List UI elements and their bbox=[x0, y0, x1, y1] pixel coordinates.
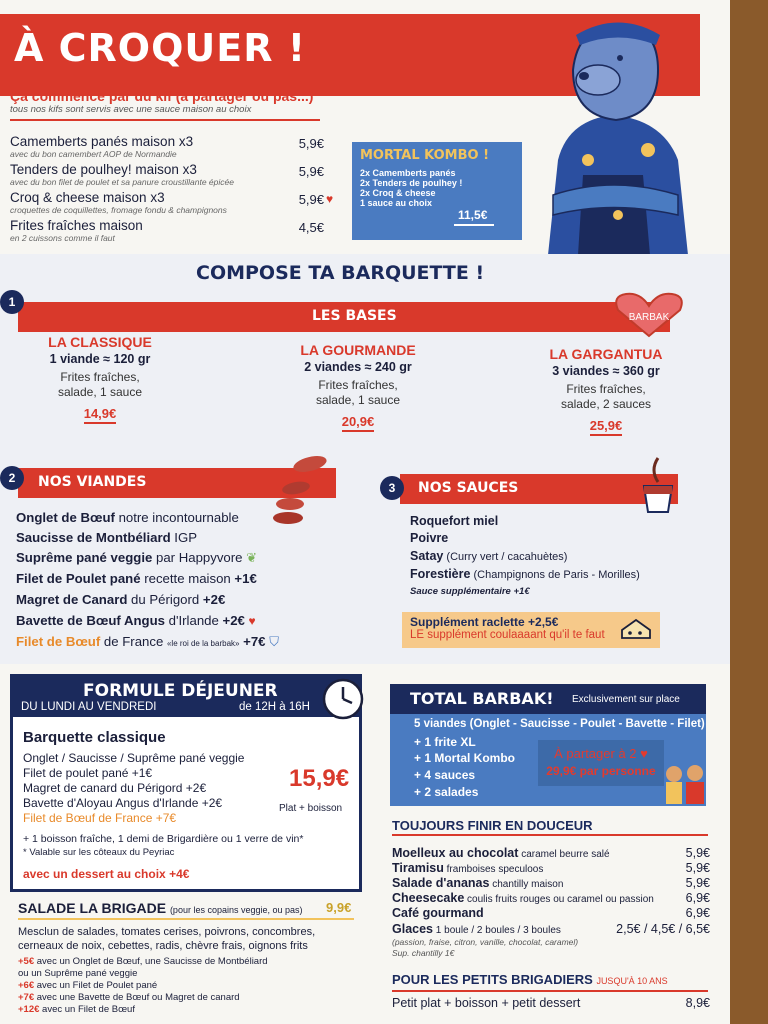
extra-price: +5€ bbox=[18, 956, 35, 967]
formule-subtitle: Barquette classique bbox=[23, 729, 166, 746]
menu-item bbox=[10, 134, 340, 159]
base-price: 14,9€ bbox=[84, 406, 117, 424]
step-1-badge: 1 bbox=[0, 290, 24, 314]
total-line: + 4 sauces bbox=[414, 768, 476, 782]
menu-item bbox=[10, 190, 340, 215]
item-name: Tenders de poulhey! maison x3 bbox=[10, 162, 197, 177]
viande-name: Saucisse de Montbéliard bbox=[16, 530, 171, 545]
sauce-detail: (Champignons de Paris - Morilles) bbox=[470, 569, 640, 581]
item-price: 4,5€ bbox=[298, 220, 324, 235]
item-price: 5,9€ bbox=[298, 192, 324, 207]
sauce-name: Poivre bbox=[410, 531, 449, 545]
formule-line: Magret de canard du Périgord +2€ bbox=[23, 781, 207, 795]
sauce-name: Roquefort miel bbox=[410, 514, 499, 528]
extra-price: +7€ bbox=[18, 992, 35, 1003]
dessert-item bbox=[392, 922, 710, 936]
clock-icon bbox=[321, 677, 365, 721]
viande-detail: du Périgord bbox=[127, 592, 203, 607]
item-name: Camemberts panés maison x3 bbox=[10, 134, 194, 149]
glace-note: (passion, fraise, citron, vanille, chocolat, caramel) bbox=[392, 937, 579, 947]
extra-price: +12€ bbox=[18, 1004, 40, 1015]
menu-item bbox=[10, 162, 340, 187]
formule-price: 15,9€ bbox=[289, 765, 350, 792]
heart-icon: ♥ bbox=[326, 192, 334, 206]
dessert-name: Tiramisu bbox=[392, 861, 444, 875]
petits-item bbox=[392, 996, 710, 1010]
compose-title: COMPOSE TA BARQUETTE ! bbox=[196, 262, 485, 284]
dessert-detail: coulis fruits rouges ou caramel ou passion bbox=[464, 894, 654, 905]
sauce-detail: (Curry vert / cacahuètes) bbox=[443, 551, 568, 563]
formule-line: Bavette d'Aloyau Angus d'Irlande +2€ bbox=[23, 796, 223, 810]
viande-item bbox=[16, 571, 257, 586]
salade-extra bbox=[18, 980, 157, 991]
dessert-price: 5,9€ bbox=[685, 861, 710, 875]
viande-item bbox=[16, 592, 225, 607]
formule-drink: + 1 boisson fraîche, 1 demi de Brigardière ou 1 verre de vin* bbox=[23, 833, 304, 845]
kombo-price: 11,5€ bbox=[458, 208, 488, 222]
salade-extra bbox=[18, 956, 268, 967]
extra-price: +6€ bbox=[18, 980, 35, 991]
petits-age: JUSQU'À 10 ANS bbox=[596, 976, 668, 986]
dessert-price: 5,9€ bbox=[685, 876, 710, 890]
kombo-line: 2x Tenders de poulhey ! bbox=[360, 178, 463, 188]
total-barbak-box bbox=[390, 684, 706, 806]
base-qty: 3 viandes ≈ 360 gr bbox=[552, 364, 660, 378]
sauce-supplement: Sauce supplémentaire +1€ bbox=[410, 586, 530, 597]
formule-valable: * Valable sur les côteaux du Peyriac bbox=[23, 847, 175, 858]
item-desc: en 2 cuissons comme il faut bbox=[10, 233, 115, 243]
dessert-item bbox=[392, 906, 710, 920]
cheese-icon bbox=[620, 618, 652, 642]
salade-price: 9,9€ bbox=[326, 900, 352, 915]
viande-item bbox=[16, 510, 239, 525]
formule-title: FORMULE DÉJEUNER bbox=[83, 681, 278, 701]
viande-extra: +7€ bbox=[243, 634, 266, 649]
formule-dessert: avec un dessert au choix +4€ bbox=[23, 867, 190, 881]
viande-item bbox=[16, 634, 279, 650]
base-gargantua bbox=[526, 346, 686, 436]
viande-name: Magret de Canard bbox=[16, 592, 128, 607]
barbak-badge-text: BARBAK bbox=[628, 312, 670, 323]
formule-line: Onglet / Saucisse / Suprême pané veggie bbox=[23, 751, 245, 765]
dessert-detail: caramel beurre salé bbox=[518, 849, 610, 860]
total-title: TOTAL BARBAK! bbox=[410, 689, 554, 708]
viande-note: «le roi de la barbak» bbox=[166, 639, 240, 648]
viande-name: Suprême pané veggie bbox=[16, 550, 153, 565]
glace-note: Sup. chantilly 1€ bbox=[392, 948, 455, 958]
sauce-item bbox=[410, 531, 448, 545]
salade-extra bbox=[18, 1004, 135, 1015]
petits-price: 8,9€ bbox=[685, 996, 710, 1010]
base-classique bbox=[20, 334, 180, 424]
extra-text: avec une Bavette de Bœuf ou Magret de canard bbox=[34, 992, 240, 1003]
viande-extra: +2€ bbox=[202, 592, 226, 607]
viande-name: Bavette de Bœuf Angus bbox=[16, 613, 165, 628]
viande-extra: +1€ bbox=[234, 571, 257, 586]
dessert-name: Glaces bbox=[392, 922, 434, 936]
viande-detail: recette maison bbox=[140, 571, 235, 586]
kombo-line: 1 sauce au choix bbox=[360, 198, 433, 208]
raclette-sub: LE supplément coulaaaant qu'il te faut bbox=[410, 629, 605, 641]
sauces-label: NOS SAUCES bbox=[418, 480, 519, 496]
base-desc: Frites fraîches, bbox=[60, 370, 140, 384]
base-desc: Frites fraîches, bbox=[566, 382, 646, 396]
salade-extra bbox=[18, 992, 240, 1003]
viande-name: Filet de Poulet pané bbox=[16, 571, 141, 586]
sauce-item bbox=[410, 549, 567, 563]
total-line: + 2 salades bbox=[414, 785, 479, 799]
kombo-title: MORTAL KOMBO ! bbox=[360, 148, 490, 163]
viande-name: Filet de Bœuf bbox=[16, 634, 101, 649]
step-2-badge: 2 bbox=[0, 466, 24, 490]
sauce-item bbox=[410, 567, 640, 581]
petits-item-name: Petit plat + boisson + petit dessert bbox=[392, 996, 581, 1010]
viande-extra: +2€ bbox=[222, 613, 245, 628]
share-title bbox=[538, 746, 664, 761]
viande-detail: d'Irlande bbox=[164, 613, 223, 628]
croquer-title: À CROQUER ! bbox=[14, 26, 307, 70]
base-title: LA GARGANTUA bbox=[549, 346, 663, 362]
item-price: 5,9€ bbox=[298, 136, 324, 151]
viande-item bbox=[16, 613, 256, 628]
characters-illustration bbox=[664, 758, 706, 804]
dessert-item bbox=[392, 846, 710, 860]
raclette-title: Supplément raclette +2,5€ bbox=[410, 615, 559, 629]
dessert-item bbox=[392, 891, 710, 905]
leaf-icon: ❦ bbox=[246, 550, 258, 565]
base-desc: Frites fraîches, bbox=[318, 378, 398, 392]
barbak-heart-icon bbox=[612, 292, 686, 338]
salade-desc: cerneaux de noix, cebettes, radis, chèvre frais, oignons frits bbox=[18, 940, 308, 952]
base-price: 25,9€ bbox=[590, 418, 623, 436]
extra-text: ou un Suprême pané veggie bbox=[18, 968, 138, 979]
dessert-price: 2,5€ / 4,5€ / 6,5€ bbox=[616, 922, 710, 936]
share-price: 29,9€ par personne bbox=[546, 764, 656, 778]
item-desc: avec du bon camembert AOP de Normandie bbox=[10, 149, 177, 159]
heart-icon: ♥ bbox=[248, 614, 256, 628]
extra-text: avec un Filet de Poulet pané bbox=[34, 980, 158, 991]
viande-detail: IGP bbox=[170, 530, 198, 545]
viandes-label: NOS VIANDES bbox=[38, 474, 147, 490]
viande-item bbox=[16, 550, 257, 566]
heart-icon: ♥ bbox=[640, 746, 648, 761]
formule-days: DU LUNDI AU VENDREDI bbox=[21, 701, 157, 713]
petits-title-text: POUR LES PETITS BRIGADIERS bbox=[392, 972, 593, 987]
kombo-line: 2x Croq & cheese bbox=[360, 188, 436, 198]
share-box bbox=[538, 740, 664, 786]
salade-title-note: (pour les copains veggie, ou pas) bbox=[169, 905, 303, 915]
dessert-name: Salade d'ananas bbox=[392, 876, 490, 890]
total-line: + 1 frite XL bbox=[414, 735, 476, 749]
divider bbox=[18, 918, 354, 920]
flag-badge-icon: ⛉ bbox=[269, 634, 280, 649]
dessert-detail: 1 boule / 2 boules / 3 boules bbox=[433, 925, 561, 936]
desserts-title: TOUJOURS FINIR EN DOUCEUR bbox=[392, 818, 593, 833]
item-name: Croq & cheese maison x3 bbox=[10, 190, 165, 205]
share-title-text: À partager à 2 bbox=[554, 746, 637, 761]
extra-text: avec un Onglet de Bœuf, une Saucisse de Montbéliard bbox=[34, 956, 268, 967]
base-qty: 2 viandes ≈ 240 gr bbox=[304, 360, 412, 374]
formule-line: Filet de poulet pané +1€ bbox=[23, 766, 153, 780]
total-subtitle: Exclusivement sur place bbox=[572, 694, 680, 705]
bases-bar bbox=[18, 302, 670, 332]
step-3-badge: 3 bbox=[380, 476, 404, 500]
formule-dejeuner-box bbox=[10, 674, 362, 892]
dessert-price: 6,9€ bbox=[685, 891, 710, 905]
mortal-kombo-box bbox=[352, 142, 522, 240]
dessert-name: Cheesecake bbox=[392, 891, 465, 905]
base-gourmande bbox=[278, 342, 438, 432]
salade-title bbox=[18, 900, 303, 916]
viande-detail: notre incontournable bbox=[114, 510, 239, 525]
dessert-detail: framboises speculoos bbox=[443, 864, 544, 875]
base-title: LA CLASSIQUE bbox=[48, 334, 152, 350]
salade-extra bbox=[18, 968, 137, 979]
dessert-price: 5,9€ bbox=[685, 846, 710, 860]
viande-detail: par Happyvore bbox=[152, 550, 243, 565]
total-line: + 1 Mortal Kombo bbox=[414, 751, 516, 765]
divider bbox=[392, 834, 708, 836]
base-price: 20,9€ bbox=[342, 414, 375, 432]
menu-item bbox=[10, 218, 340, 243]
total-line: 5 viandes (Onglet - Saucisse - Poulet - Bavette - Filet) bbox=[414, 718, 705, 730]
bear-chef-illustration bbox=[528, 10, 698, 255]
sauces-bar bbox=[400, 474, 678, 504]
dessert-detail: chantilly maison bbox=[489, 879, 564, 890]
croquer-intro-title: Ça commence par du kif (à partager ou pas...) bbox=[10, 88, 314, 104]
croquer-intro-sub: tous nos kifs sont servis avec une sauce maison au choix bbox=[10, 104, 252, 115]
viande-name: Onglet de Bœuf bbox=[16, 510, 115, 525]
sauce-cup-icon bbox=[640, 456, 676, 516]
base-qty: 1 viande ≈ 120 gr bbox=[49, 352, 151, 366]
formule-line: Filet de Bœuf de France +7€ bbox=[23, 811, 177, 825]
item-price: 5,9€ bbox=[298, 164, 324, 179]
formule-price-sub: Plat + boisson bbox=[279, 803, 343, 814]
base-desc: salade, 2 sauces bbox=[560, 397, 652, 411]
viande-detail: de France bbox=[100, 634, 167, 649]
item-desc: croquettes de coquillettes, fromage fondu & champignons bbox=[10, 205, 227, 215]
divider bbox=[392, 990, 708, 992]
base-desc: salade, 1 sauce bbox=[57, 385, 143, 399]
sauce-item bbox=[410, 514, 498, 528]
dessert-name: Moelleux au chocolat bbox=[392, 846, 519, 860]
item-desc: avec du bon filet de poulet et sa panure croustillante épicée bbox=[10, 177, 234, 187]
divider bbox=[10, 119, 320, 121]
salade-desc: Mesclun de salades, tomates cerises, poivrons, concombres, bbox=[18, 926, 316, 938]
sauce-name: Forestière bbox=[410, 567, 471, 581]
dessert-item bbox=[392, 861, 710, 875]
bases-label: LES BASES bbox=[312, 308, 397, 324]
base-title: LA GOURMANDE bbox=[300, 342, 416, 358]
dessert-name: Café gourmand bbox=[392, 906, 484, 920]
salade-title-text: SALADE LA BRIGADE bbox=[18, 900, 167, 916]
base-desc: salade, 1 sauce bbox=[315, 393, 401, 407]
extra-text: avec un Filet de Bœuf bbox=[39, 1004, 135, 1015]
dessert-item bbox=[392, 876, 710, 890]
petits-title bbox=[392, 972, 668, 987]
sauce-name: Satay bbox=[410, 549, 444, 563]
divider bbox=[454, 224, 494, 226]
viande-item bbox=[16, 530, 197, 545]
kombo-line: 2x Camemberts panés bbox=[360, 168, 456, 178]
item-name: Frites fraîches maison bbox=[10, 218, 143, 233]
formule-hours: de 12H à 16H bbox=[239, 701, 310, 713]
dessert-price: 6,9€ bbox=[685, 906, 710, 920]
steak-slices-icon bbox=[270, 452, 330, 526]
